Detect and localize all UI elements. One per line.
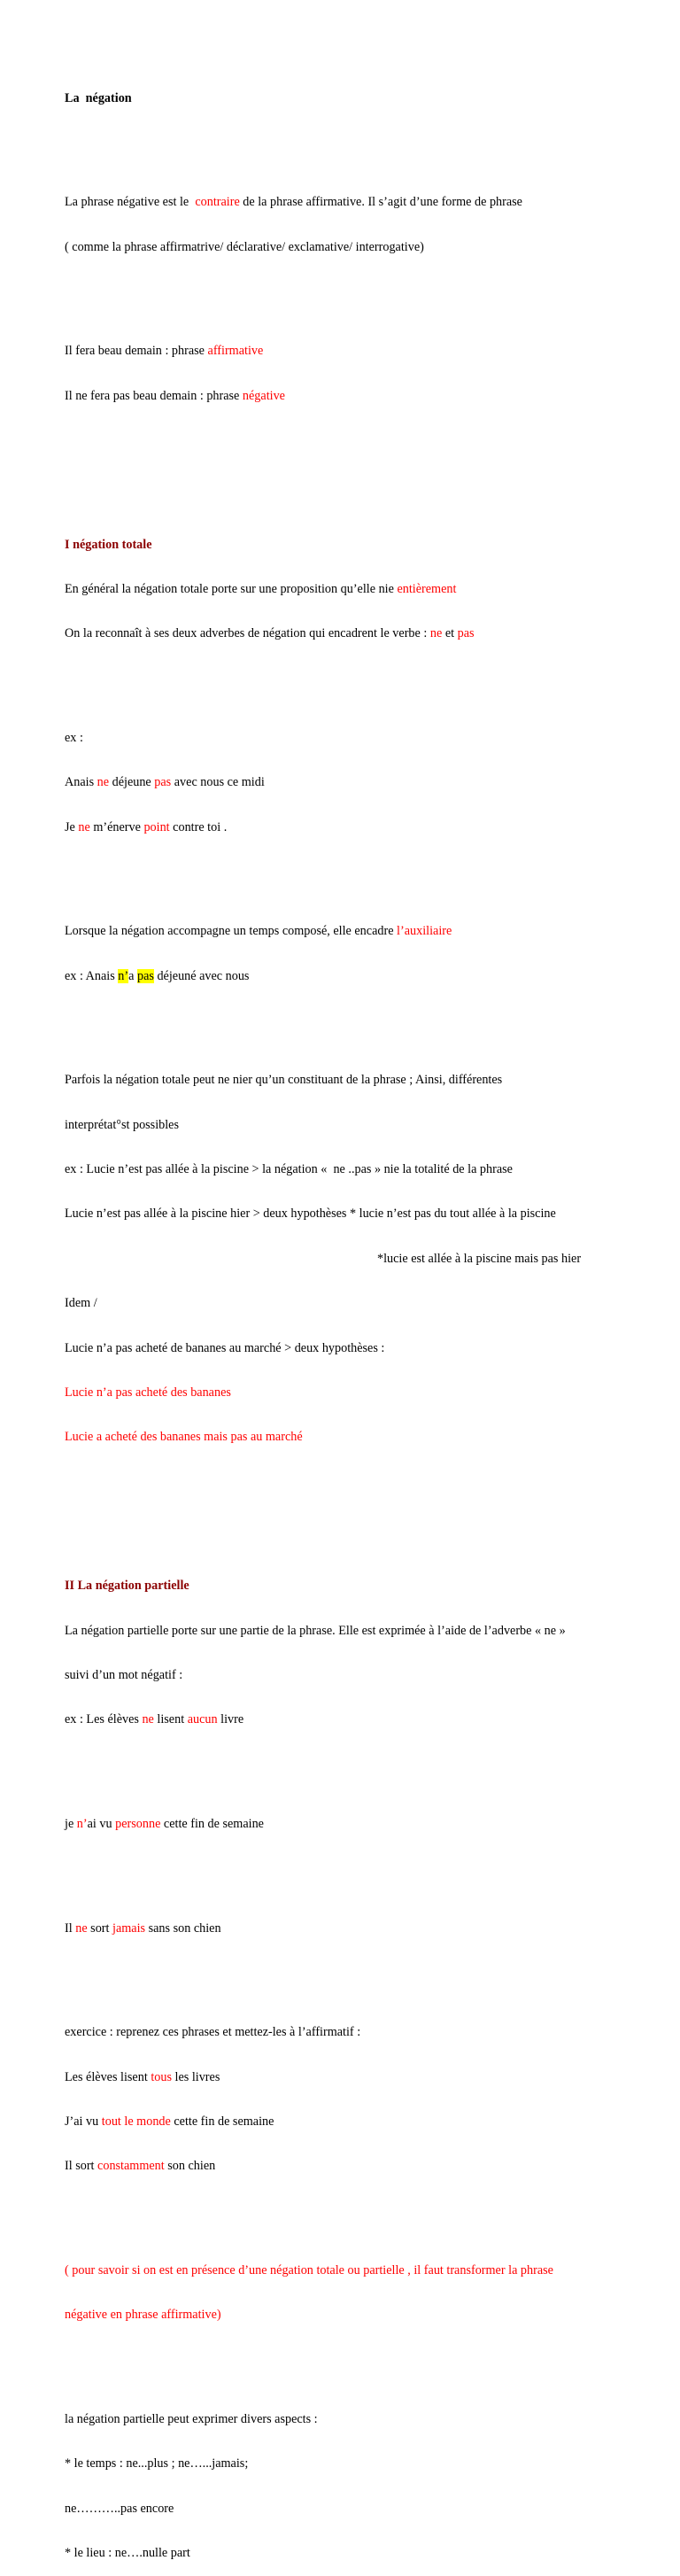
keyword: ne <box>75 1920 88 1936</box>
text: a <box>128 968 137 983</box>
section-1-line-2 <box>65 626 631 641</box>
example-je <box>65 820 631 835</box>
idem-line: Idem / <box>65 1296 97 1311</box>
text: les livres <box>171 2069 220 2084</box>
text: On la reconnaît à ses deux adverbes de négation qui encadrent le verbe : <box>65 626 430 641</box>
keyword: ne <box>429 626 443 641</box>
keyword: ne <box>78 819 90 834</box>
keyword: point <box>143 819 170 834</box>
exercise-answer-2 <box>65 2114 631 2130</box>
text: contre toi . <box>169 819 228 834</box>
exercise-answer-1 <box>65 2070 631 2085</box>
keyword-contraire: contraire <box>195 195 240 210</box>
text: avec nous ce midi <box>171 775 265 790</box>
document-title: La négation <box>65 90 132 105</box>
lucie-line-2: Lucie n’est pas allée à la piscine hier > deux hypothèses * lucie n’est pas du tout allée à la piscine <box>65 1207 556 1222</box>
lucie-line-1: ex : Lucie n’est pas allée à la piscine > la négation « ne ..pas » nie la totalité de la phrase <box>65 1161 513 1176</box>
note-line-2: négative en phrase affirmative) <box>65 2308 221 2323</box>
keyword: entièrement <box>397 581 457 596</box>
aspects-line: la négation partielle peut exprimer divers aspects : <box>65 2411 318 2426</box>
text: Il ne fera pas beau demain : phrase <box>65 388 243 403</box>
highlighted-word: pas <box>136 968 154 983</box>
section-1-line-1 <box>65 582 631 597</box>
text: ex : Les élèves <box>65 1712 143 1727</box>
text: La phrase négative est le <box>65 195 196 210</box>
text: cette fin de semaine <box>170 2114 274 2129</box>
aspect-temps: * le temps : ne...plus ; ne…...jamais; <box>65 2456 249 2471</box>
keyword: ne <box>97 775 110 790</box>
aspect-encore: ne………..pas encore <box>65 2501 174 2516</box>
text: Il sort <box>65 2159 98 2174</box>
example-jamais <box>65 1921 631 1936</box>
intro-line-1 <box>65 195 631 210</box>
text: livre <box>217 1712 244 1727</box>
intro-line-2: ( comme la phrase affirmatrive/ déclarative/ exclamative/ interrogative) <box>65 239 424 254</box>
example-affirmative <box>65 344 631 359</box>
section-1-heading: I négation totale <box>65 537 152 552</box>
aspect-lieu: * le lieu : ne….nulle part <box>65 2546 190 2561</box>
keyword: pas <box>457 626 475 641</box>
text: Il <box>65 1920 76 1936</box>
text: déjeuné avec nous <box>153 968 250 983</box>
text: m’énerve <box>89 819 144 834</box>
text: Anais <box>65 775 97 790</box>
keyword: pas <box>154 775 172 790</box>
keyword: ne <box>142 1712 154 1727</box>
text: et <box>442 626 458 641</box>
keyword: tous <box>151 2069 172 2084</box>
bananes-line: Lucie n’a pas acheté de bananes au marché > deux hypothèses : <box>65 1340 385 1355</box>
text: je <box>65 1817 77 1832</box>
example-negative <box>65 389 631 404</box>
text: Il fera beau demain : phrase <box>65 344 208 359</box>
text: lisent <box>153 1712 188 1727</box>
text: son chien <box>164 2159 216 2174</box>
example-anais <box>65 775 631 790</box>
text: sort <box>87 1920 112 1936</box>
keyword: jamais <box>112 1920 146 1936</box>
text: Lorsque la négation accompagne un temps composé, elle encadre <box>65 924 398 939</box>
keyword-affirmative: affirmative <box>207 344 264 359</box>
keyword: tout le monde <box>101 2114 171 2129</box>
bananes-hypothesis-2: Lucie a acheté des bananes mais pas au marché <box>65 1430 303 1445</box>
text: J’ai vu <box>65 2114 102 2129</box>
keyword: n’ <box>76 1817 88 1832</box>
keyword: aucun <box>187 1712 218 1727</box>
keyword: personne <box>115 1817 161 1832</box>
text: déjeune <box>109 775 155 790</box>
highlighted-word: n’ <box>118 968 129 983</box>
lucie-line-3: *lucie est allée à la piscine mais pas hier <box>377 1251 582 1266</box>
example-personne <box>65 1817 631 1832</box>
section-2-example <box>65 1712 631 1727</box>
text: ai vu <box>87 1817 116 1832</box>
compose-line <box>65 924 631 939</box>
keyword: constamment <box>97 2159 165 2174</box>
text: sans son chien <box>145 1920 221 1936</box>
ex-label: ex : <box>65 730 83 745</box>
text: de la phrase affirmative. Il s’agit d’une forme de phrase <box>239 195 522 210</box>
text: Les élèves lisent <box>65 2069 151 2084</box>
section-2-heading: II La négation partielle <box>65 1579 189 1594</box>
section-2-line-2: suivi d’un mot négatif : <box>65 1668 183 1683</box>
exercise-answer-3 <box>65 2159 631 2174</box>
exercise-instruction: exercice : reprenez ces phrases et mettez-les à l’affirmatif : <box>65 2025 361 2040</box>
text: ex : Anais <box>65 968 119 983</box>
section-2-line-1: La négation partielle porte sur une partie de la phrase. Elle est exprimée à l’aide de l’adverbe « ne » <box>65 1623 566 1638</box>
compose-example <box>65 969 631 984</box>
text: En général la négation totale porte sur une proposition qu’elle nie <box>65 581 398 596</box>
text: Je <box>65 819 79 834</box>
bananes-hypothesis-1: Lucie n’a pas acheté des bananes <box>65 1385 231 1400</box>
keyword: l’auxiliaire <box>397 924 452 939</box>
parfois-line-2: interprétat°st possibles <box>65 1117 180 1132</box>
keyword-negative: négative <box>242 388 285 403</box>
note-line-1: ( pour savoir si on est en présence d’une négation totale ou partielle , il faut transformer la phrase <box>65 2262 553 2277</box>
parfois-line-1: Parfois la négation totale peut ne nier qu’un constituant de la phrase ; Ainsi, différentes <box>65 1073 503 1088</box>
document-page <box>65 61 631 2576</box>
text: cette fin de semaine <box>160 1817 264 1832</box>
